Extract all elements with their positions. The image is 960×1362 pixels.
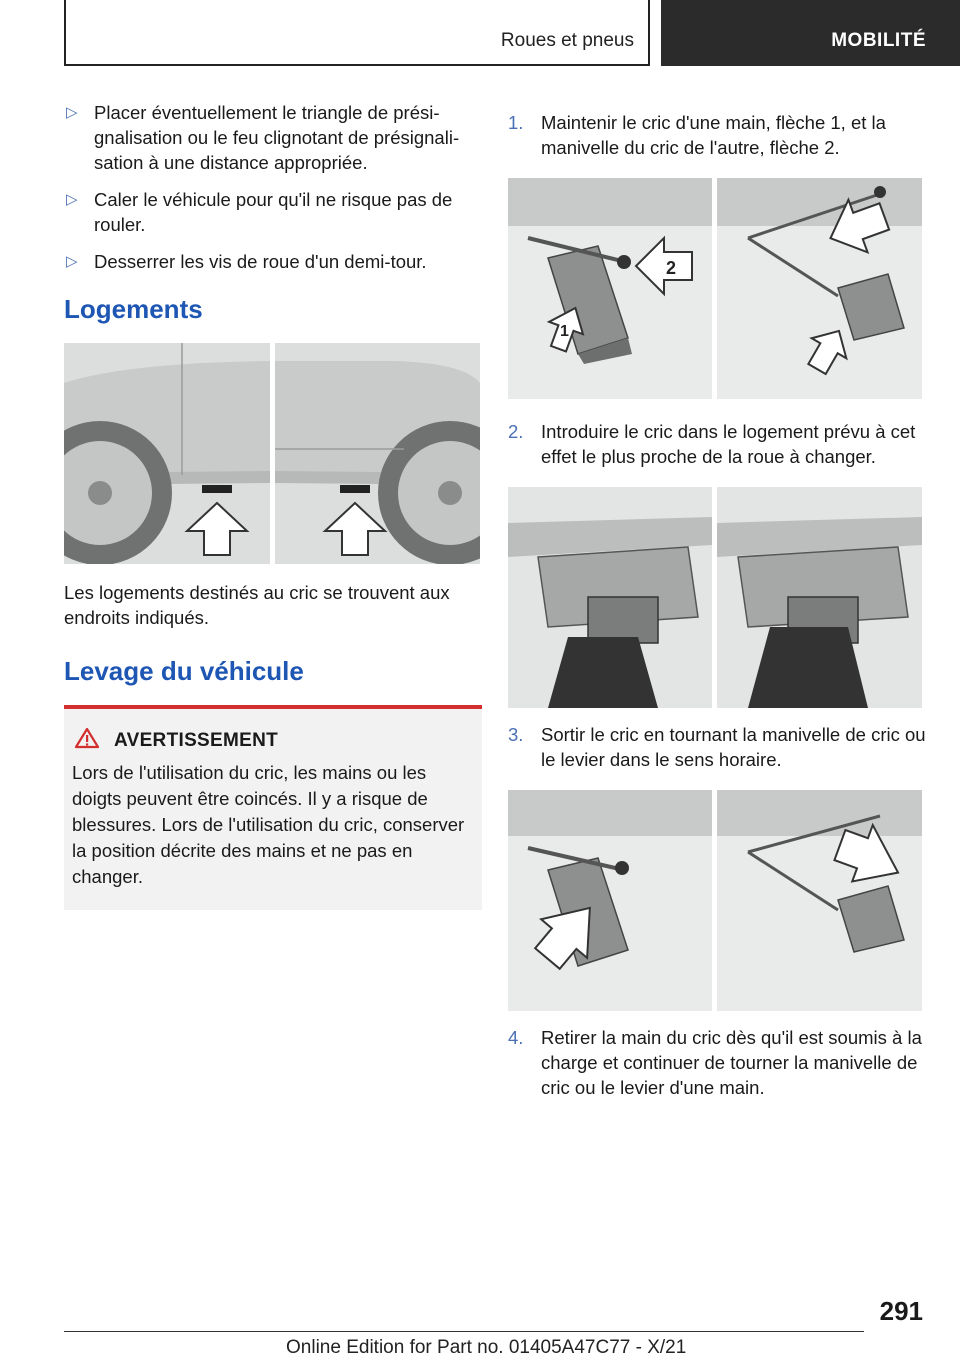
step-text: Sortir le cric en tournant la manivelle de cric ou le levier dans le sens horaire. xyxy=(541,724,926,770)
footer-edition: Online Edition for Part no. 01405A47C77 - X/21 xyxy=(286,1337,687,1358)
header-section-box xyxy=(64,0,650,66)
jack-crank-illustration xyxy=(508,790,922,1011)
step-number: 2. xyxy=(508,421,524,442)
left-column xyxy=(64,100,482,910)
step-1 xyxy=(508,110,928,160)
bullet-item: ▷ Caler le véhicule pour qu'il ne risque pas de rouler. xyxy=(66,189,453,235)
arrow-label-1: 1 xyxy=(560,323,569,340)
step-2 xyxy=(508,419,928,469)
step-number: 1. xyxy=(508,112,524,133)
arrow-label-2: 2 xyxy=(666,258,677,278)
warning-box xyxy=(64,705,482,910)
triangle-bullet-icon: ▷ xyxy=(66,253,78,270)
jack-insert-illustration xyxy=(508,487,922,708)
triangle-bullet-icon: ▷ xyxy=(66,104,78,121)
logements-description: Les logements destinés au cric se trouvent aux endroits indiqués. xyxy=(64,582,450,628)
bullet-item: ▷ Desserrer les vis de roue d'un demi-tour. xyxy=(66,251,427,272)
heading-logements: Logements xyxy=(64,294,203,324)
heading-levage: Levage du véhicule xyxy=(64,656,304,686)
warning-title: AVERTISSEMENT xyxy=(114,729,279,751)
right-column xyxy=(508,110,928,1118)
warning-text: Lors de l'utilisation du cric, les mains ou les doigts peuvent être coincés. Il y a risque de blessures. Lors de l'utilisation du cric, conserver la position décrite des mains et ne pas en changer. xyxy=(72,762,465,887)
chapter-tab-label: MOBILITÉ xyxy=(831,30,926,51)
page-number: 291 xyxy=(879,1296,923,1326)
footer-divider xyxy=(64,1331,864,1332)
step-number: 3. xyxy=(508,724,524,745)
warning-header xyxy=(74,727,476,754)
step-4 xyxy=(508,1025,928,1100)
step-number: 4. xyxy=(508,1027,524,1048)
jack-hold-illustration xyxy=(508,178,922,399)
step-text: Maintenir le cric d'une main, flèche 1, et la manivelle du cric de l'autre, flèche 2. xyxy=(541,112,886,158)
step-text: Introduire le cric dans le logement prévu à cet effet le plus proche de la roue à changer. xyxy=(541,421,916,467)
section-title: Roues et pneus xyxy=(500,30,634,51)
step-3 xyxy=(508,722,928,772)
warning-triangle-icon xyxy=(74,727,100,754)
triangle-bullet-icon: ▷ xyxy=(66,191,78,208)
jack-points-illustration xyxy=(64,343,480,564)
step-text: Retirer la main du cric dès qu'il est soumis à la charge et continuer de tourner la manivelle de cric ou le levier d'une main. xyxy=(541,1027,922,1098)
bullet-item: ▷ Placer éventuellement le triangle de présignalisation ou le feu clignotant de présignalisation à une distance appropriée. xyxy=(66,102,460,173)
chapter-tab[interactable] xyxy=(661,0,960,66)
